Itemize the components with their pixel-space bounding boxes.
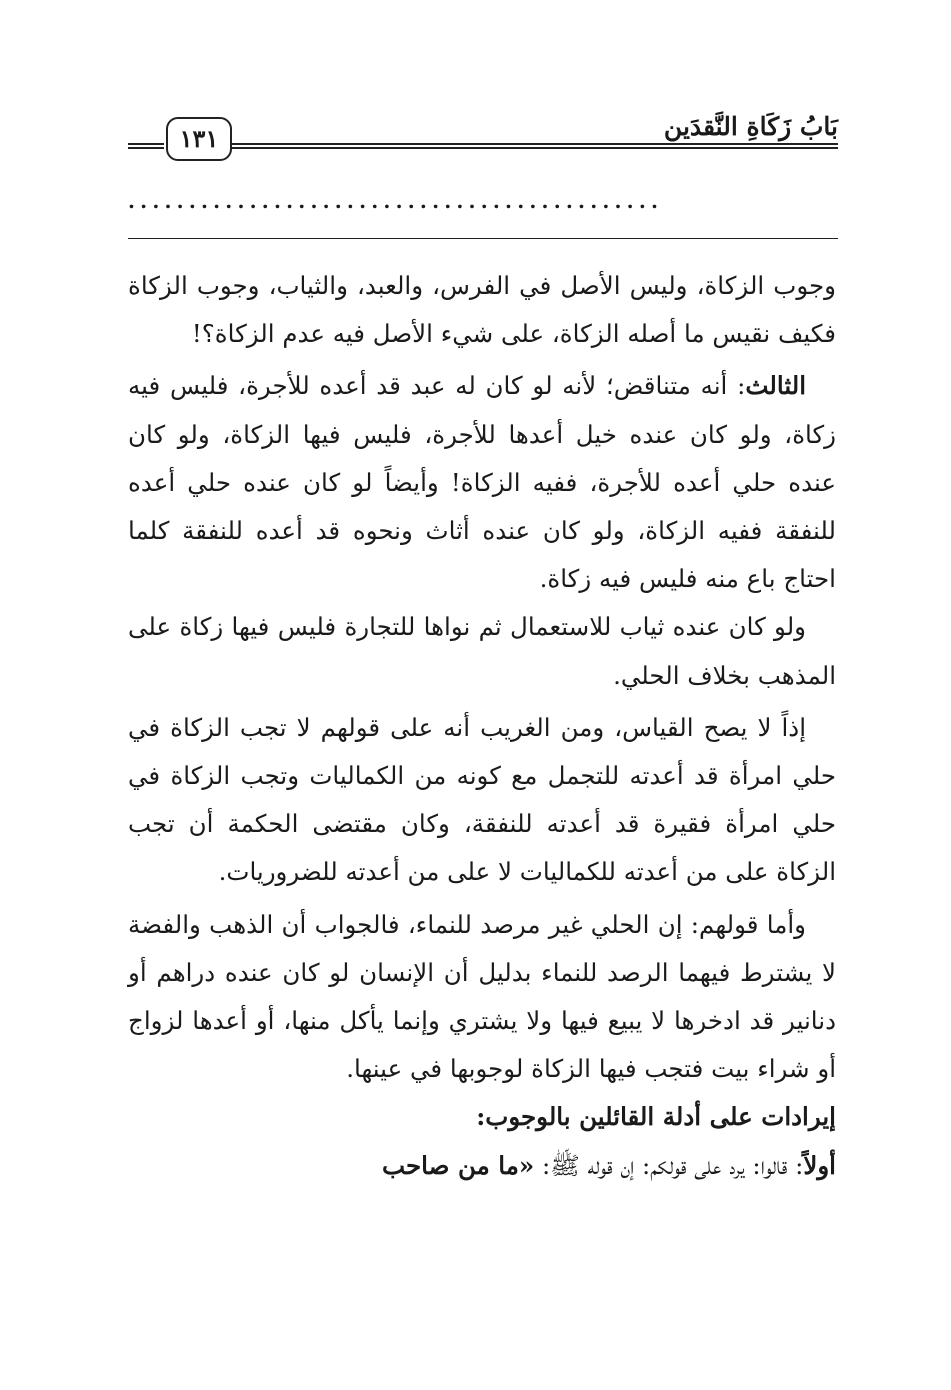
paragraph-2-text: : أنه متناقض؛ لأنه لو كان له عبد قد أعده للأجرة، فليس فيه زكاة، ولو كان عنده خيل أعدها للأجرة، فليس فيها الزكاة، ولو كان عنده حلي أعده للأجرة، ففيه الزكاة! وأيضاً لو كان عنده حلي أعده للنفقة ففيه الزكاة، ولو كان عنده أثاث ونحوه قد أعده للنفقة كلما احتاج باع منه فليس فيه زكاة. xyxy=(128,371,836,594)
running-title: بَابُ زَكَاةِ النَّقدَين xyxy=(663,112,838,141)
paragraph-6 xyxy=(128,1142,836,1190)
header-rule-left xyxy=(128,143,164,149)
paragraph-4: إذاً لا يصح القياس، ومن الغريب أنه على قولهم لا تجب الزكاة في حلي امرأة قد أعدته للتجمل مع كونه من الكماليات وتجب الزكاة في حلي امرأة فقيرة قد أعدته للنفقة، وكان مقتضى الحكمة أن تجب الزكاة على من أعدته للكماليات لا على من أعدته للضروريات. xyxy=(128,712,836,887)
separator-line xyxy=(128,238,838,239)
paragraph-6-text: : قالوا: يرد على قولكم: إن قوله ﷺ: xyxy=(534,1150,804,1180)
paragraph-2-lead: الثالث xyxy=(745,371,806,401)
continuation-dots: ............................................ xyxy=(128,190,664,212)
page-number: ١٣١ xyxy=(166,117,232,161)
section-heading: إيرادات على أدلة القائلين بالوجوب: xyxy=(476,1102,836,1132)
paragraph-2 xyxy=(128,362,836,603)
paragraph-6-lead: أولاً xyxy=(803,1150,836,1180)
hadith-quote: «ما من صاحب xyxy=(381,1150,535,1180)
paragraph-5: وأما قولهم: إن الحلي غير مرصد للنماء، فالجواب أن الذهب والفضة لا يشترط فيهما الرصد للنماء بدليل أن الإنسان لو كان عنده دراهم أو دنانير قد ادخرها لا يبيع فيها ولا يشتري وإنما يأكل منها، أو أعدها لزواج أو شراء بيت فتجب فيها الزكاة لوجوبها في عينها. xyxy=(128,909,836,1084)
header-rule xyxy=(230,143,838,149)
paragraph-3: ولو كان عنده ثياب للاستعمال ثم نواها للتجارة فليس فيها زكاة على المذهب بخلاف الحلي. xyxy=(128,612,836,690)
page-body xyxy=(128,262,836,1190)
page-header xyxy=(128,100,838,160)
paragraph-1: وجوب الزكاة، وليس الأصل في الفرس، والعبد، والثياب، وجوب الزكاة فكيف نقيس ما أصله الزكاة، على شيء الأصل فيه عدم الزكاة؟! xyxy=(128,271,836,349)
